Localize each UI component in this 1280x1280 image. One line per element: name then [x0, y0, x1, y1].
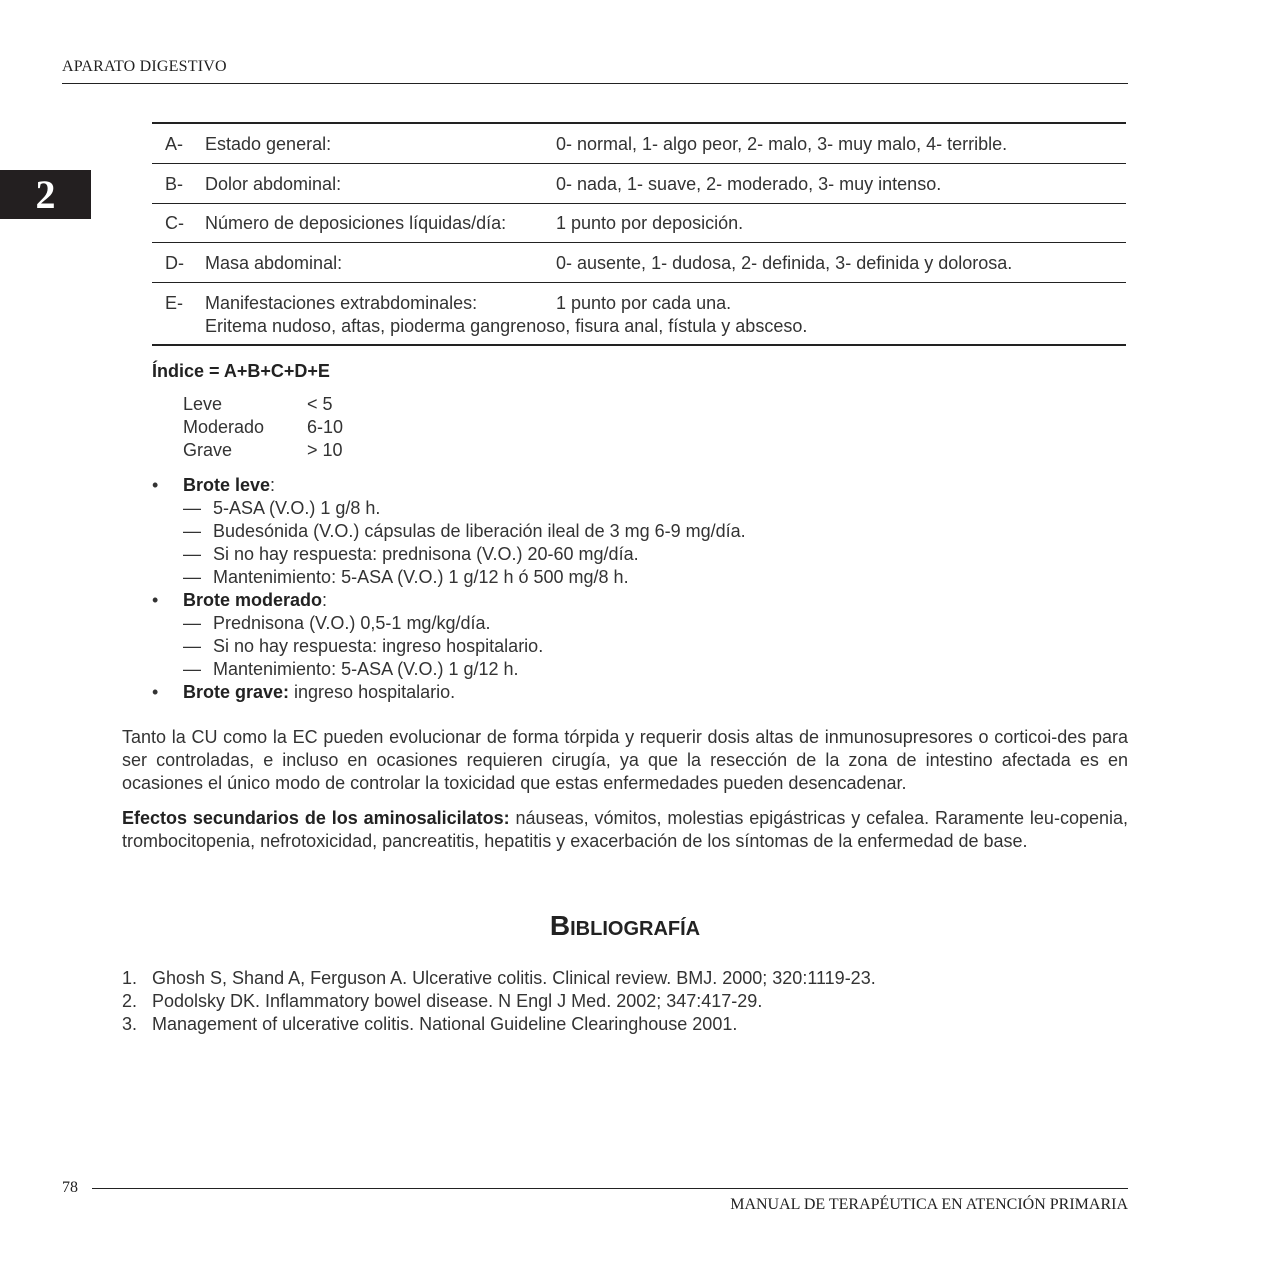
ref-number: 3.: [122, 1014, 138, 1034]
severity-value: > 10: [307, 440, 343, 460]
ref-number: 1.: [122, 968, 138, 988]
ref-text: Management of ulcerative colitis. National Guideline Clearinghouse 2001.: [152, 1014, 738, 1034]
dash-icon: —: [183, 544, 201, 564]
row-label: Manifestaciones extrabdominales:: [205, 293, 478, 313]
moderate-flare-title: Brote moderado: [183, 590, 323, 610]
row-extra-note: Eritema nudoso, aftas, pioderma gangrenoso, fisura anal, fístula y absceso.: [205, 316, 808, 336]
side-effects-text: náuseas, vómitos, molestias epigástricas y cefalea. Raramente leu-copenia, trombocitopenia, nefrotoxicidad, pancreatitis, hepatitis y exacerbación de los síntomas de la enfermedad de base.: [122, 808, 1128, 851]
dash-icon: —: [183, 567, 201, 587]
dash-icon: —: [183, 613, 201, 633]
list-item-text: Si no hay respuesta: prednisona (V.O.) 20-60 mg/día.: [213, 544, 639, 564]
row-key: A-: [165, 134, 183, 154]
row-label: Número de deposiciones líquidas/día:: [205, 213, 507, 233]
header-rule: [62, 83, 1128, 84]
severity-label: Moderado: [183, 417, 265, 437]
table-row: [152, 204, 1126, 243]
side-effects-lead: Efectos secundarios de los aminosalicilatos:: [122, 808, 510, 828]
colon: :: [322, 590, 328, 610]
ref-number: 2.: [122, 991, 138, 1011]
bullet-icon: •: [152, 590, 159, 610]
row-label: Masa abdominal:: [205, 253, 343, 273]
bullet-icon: •: [152, 475, 159, 495]
dash-icon: —: [183, 521, 201, 541]
side-effects-paragraph: [122, 807, 1128, 853]
running-head: APARATO DIGESTIVO: [62, 58, 227, 75]
severe-flare-text: ingreso hospitalario.: [289, 682, 456, 702]
table-row: [152, 243, 1126, 283]
chapter-tab: 2: [0, 170, 91, 219]
table-row: [152, 124, 1126, 164]
evolution-paragraph: Tanto la CU como la EC pueden evolucionar de forma tórpida y requerir dosis altas de inmunosupresores o corticoi-des para ser controladas, e incluso en ocasiones requieren cirugía, ya que la resección de la zona de intestino afectada es en ocasiones el único modo de controlar la toxicidad que estas enfermedades pueden desencadenar.: [122, 727, 1128, 793]
severity-row: [183, 417, 344, 438]
bibliography-title: Bibliografía: [549, 910, 701, 941]
row-key: C-: [165, 213, 184, 233]
severity-value: < 5: [307, 394, 333, 414]
ref-text: Ghosh S, Shand A, Ferguson A. Ulcerative colitis. Clinical review. BMJ. 2000; 320:1119-23.: [152, 968, 876, 988]
row-key: E-: [165, 293, 183, 313]
row-value: 1 punto por deposición.: [556, 213, 744, 233]
severe-flare-title: Brote grave:: [183, 682, 290, 702]
severity-label: Leve: [183, 394, 223, 414]
list-item-text: Si no hay respuesta: ingreso hospitalario.: [213, 636, 544, 656]
row-label: Dolor abdominal:: [205, 174, 342, 194]
table-row: [152, 164, 1126, 204]
colon: :: [270, 475, 276, 495]
list-item-text: 5-ASA (V.O.) 1 g/8 h.: [213, 498, 381, 518]
dash-icon: —: [183, 659, 201, 679]
footer-rule: [92, 1188, 1128, 1189]
severity-value: 6-10: [307, 417, 344, 437]
manual-title: MANUAL DE TERAPÉUTICA EN ATENCIÓN PRIMARIA: [730, 1196, 1128, 1213]
table-row: [152, 283, 1126, 344]
row-value: 0- ausente, 1- dudosa, 2- definida, 3- definida y dolorosa.: [556, 253, 1013, 273]
severity-label: Grave: [183, 440, 233, 460]
dash-icon: —: [183, 498, 201, 518]
list-item-text: Mantenimiento: 5-ASA (V.O.) 1 g/12 h.: [213, 659, 519, 679]
index-formula: Índice = A+B+C+D+E: [152, 361, 330, 381]
row-value: 0- nada, 1- suave, 2- moderado, 3- muy intenso.: [556, 174, 942, 194]
row-value: 1 punto por cada una.: [556, 293, 732, 313]
row-key: D-: [165, 253, 184, 273]
list-item-text: Budesónida (V.O.) cápsulas de liberación ileal de 3 mg 6-9 mg/día.: [213, 521, 746, 541]
list-item-text: Prednisona (V.O.) 0,5-1 mg/kg/día.: [213, 613, 491, 633]
score-table: [152, 122, 1126, 346]
severity-row: [183, 440, 343, 461]
row-label: Estado general:: [205, 134, 332, 154]
page-number: 78: [62, 1179, 78, 1196]
list-item-text: Mantenimiento: 5-ASA (V.O.) 1 g/12 h ó 500 mg/8 h.: [213, 567, 629, 587]
row-key: B-: [165, 174, 183, 194]
severity-row: [183, 394, 333, 415]
ref-text: Podolsky DK. Inflammatory bowel disease. N Engl J Med. 2002; 347:417-29.: [152, 991, 763, 1011]
row-value: 0- normal, 1- algo peor, 2- malo, 3- muy malo, 4- terrible.: [556, 134, 1008, 154]
bullet-icon: •: [152, 682, 159, 702]
mild-flare-title: Brote leve: [183, 475, 271, 495]
dash-icon: —: [183, 636, 201, 656]
